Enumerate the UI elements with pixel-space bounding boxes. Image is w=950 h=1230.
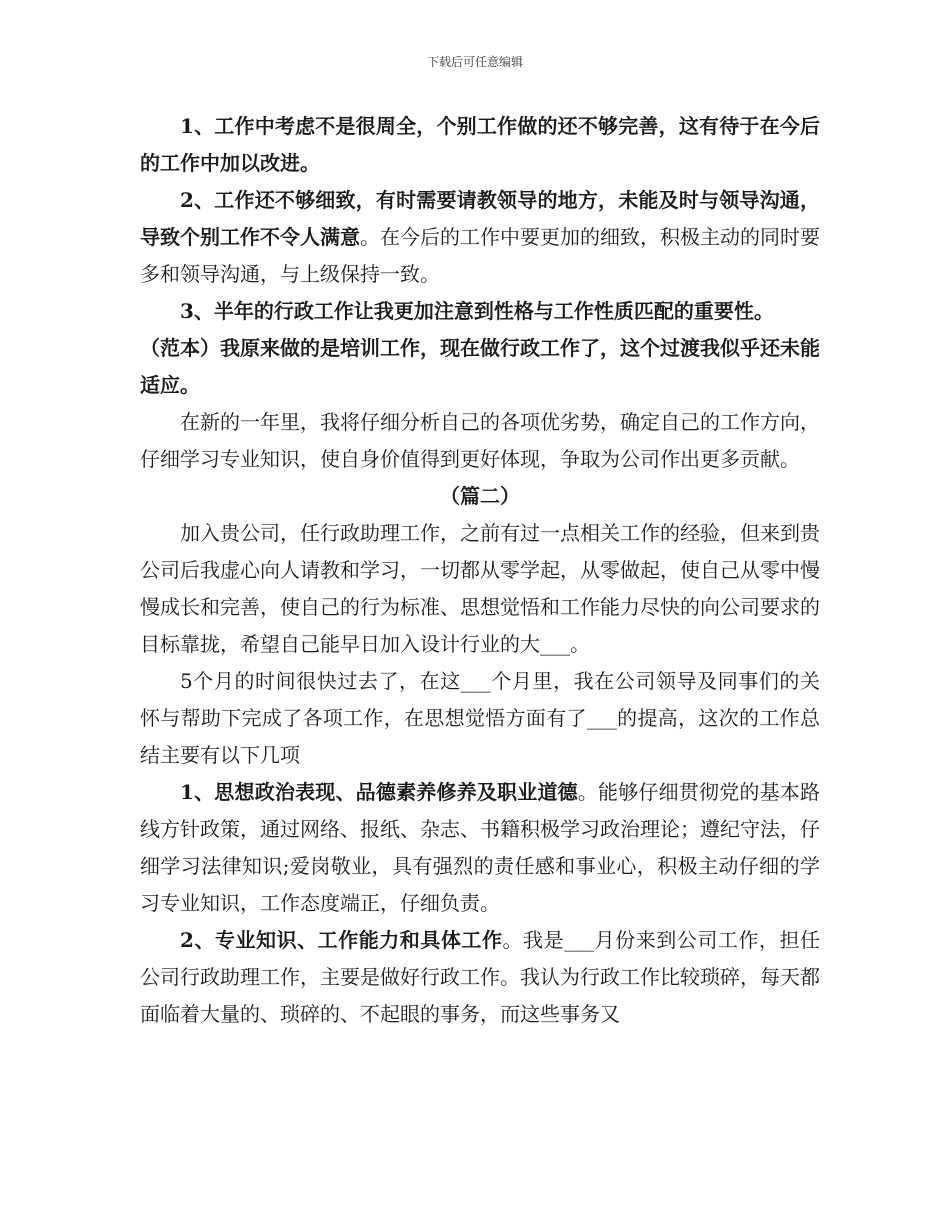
paragraph-2 [140,182,820,293]
paragraph-6-text: 加入贵公司，任行政助理工作，之前有过一点相关工作的经验，但来到贵公司后我虚心向人请教和学习，一切都从零学起，从零做起，使自己从零中慢慢成长和完善，使自己的行为标准、思想觉悟和工作能力尽快的向公司要求的目标靠拢，希望自己能早日加入设计行业的大___。 [140,521,820,656]
paragraph-4-bold: （范本）我原来做的是培训工作，现在做行政工作了，这个过渡我似乎还未能适应。 [140,336,820,397]
paragraph-8 [140,774,820,922]
paragraph-3 [140,293,820,330]
paragraph-9-text: 。我是___月份来到公司工作，担任公司行政助理工作，主要是做好行政工作。我认为行政工作比较琐碎，每天都面临着大量的、琐碎的、不起眼的事务，而这些事务又 [140,928,821,1026]
document-body [140,108,820,1033]
paragraph-5-text: 在新的一年里，我将仔细分析自己的各项优劣势，确定自己的工作方向，仔细学习专业知识，使自身价值得到更好体现，争取为公司作出更多贡献。 [140,410,820,471]
paragraph-7-text: 5个月的时间很快过去了，在这___个月里，我在公司领导及同事们的关怀与帮助下完成了各项工作，在思想觉悟方面有了___的提高，这次的工作总结主要有以下几项 [140,669,820,767]
paragraph-7 [140,663,820,774]
paragraph-9 [140,922,820,1033]
paragraph-4 [140,330,820,404]
page-header: 下载后可任意编辑 [426,55,523,69]
paragraph-3-bold: 3、半年的行政工作让我更加注意到性格与工作性质匹配的重要性。 [180,299,774,323]
paragraph-2-text: 。在今后的工作中要更加的细致，积极主动的同时要多和领导沟通，与上级保持一致。 [140,225,820,286]
paragraph-8-text: 。能够仔细贯彻党的基本路线方针政策，通过网络、报纸、杂志、书籍积极学习政治理论；遵纪守法，仔细学习法律知识;爱岗敬业，具有强烈的责任感和事业心，积极主动仔细的学习专业知识，工作态度端正，仔细负责。 [140,780,821,915]
paragraph-6 [140,515,820,663]
paragraph-8-bold: 1、思想政治表现、品德素养修养及职业道德 [180,780,578,804]
paragraph-2-bold: 2、工作还不够细致，有时需要请教领导的地方，未能及时与领导沟通，导致个别工作不令人满意 [140,188,820,249]
paragraph-1 [140,108,820,182]
section-title: （篇二） [440,484,520,508]
paragraph-9-bold: 2、专业知识、工作能力和具体工作 [180,928,503,952]
paragraph-1-bold: 1、工作中考虑不是很周全，个别工作做的还不够完善，这有待于在今后的工作中加以改进。 [140,114,820,175]
paragraph-5 [140,404,820,478]
